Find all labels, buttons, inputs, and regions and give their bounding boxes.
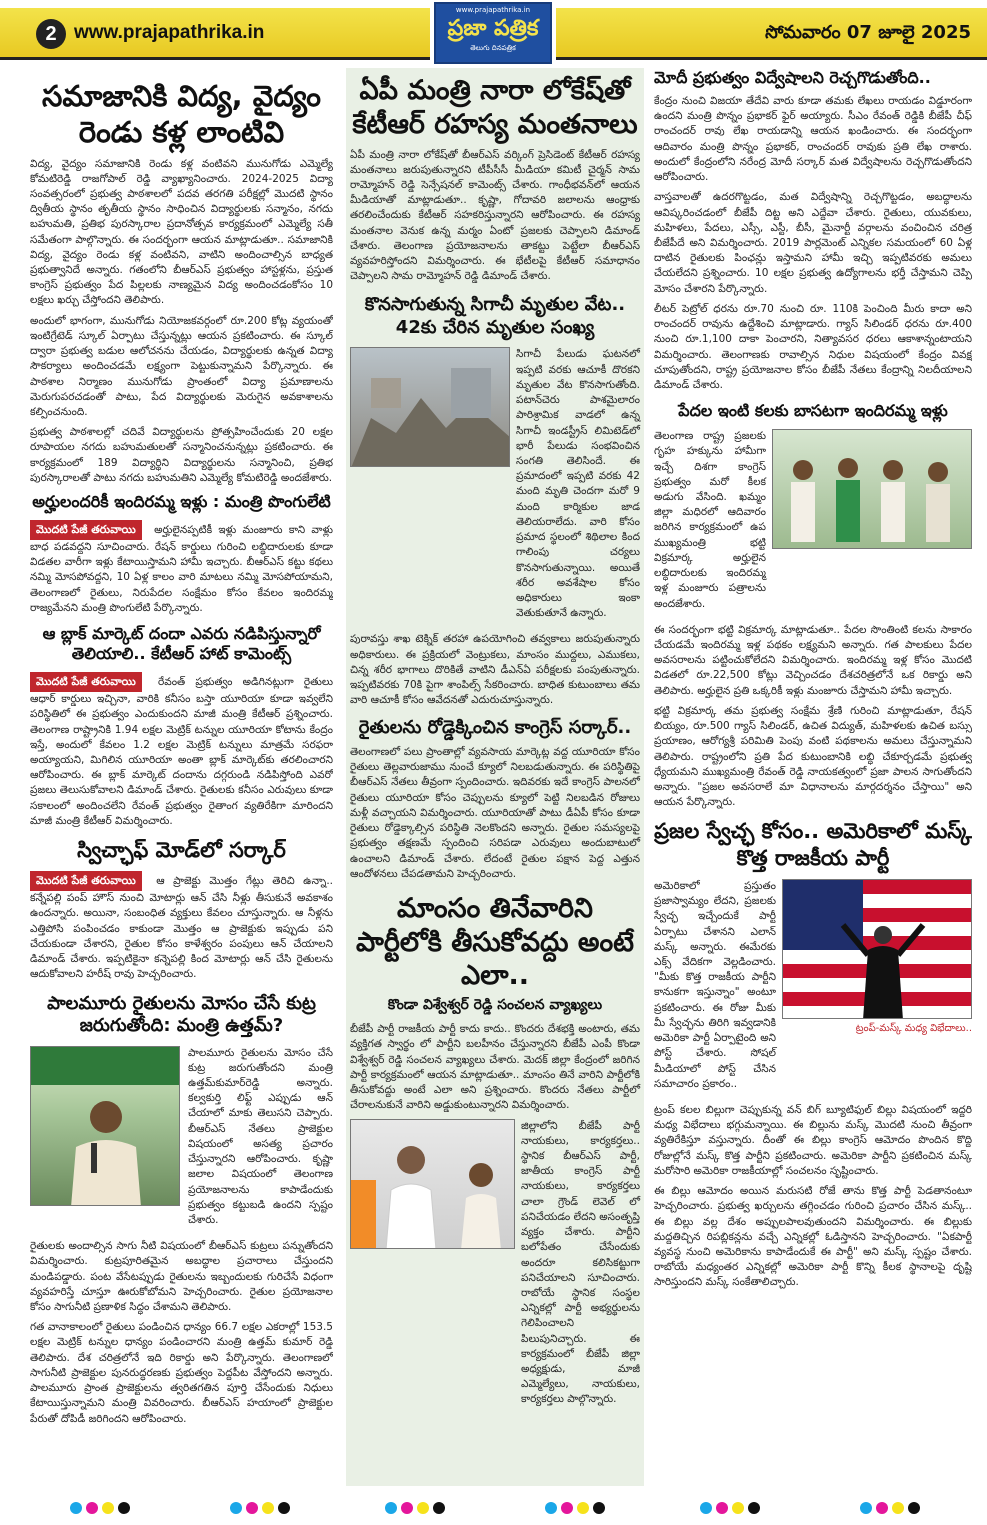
article-body-continued bbox=[654, 623, 972, 811]
color-dots bbox=[385, 1502, 445, 1514]
article-farmers-roads bbox=[350, 717, 640, 882]
article-body bbox=[654, 429, 766, 617]
article-modi-govt bbox=[654, 68, 972, 393]
article-media-row bbox=[350, 1119, 640, 1413]
logo-subtitle: తెలుగు దినపత్రిక bbox=[470, 44, 516, 52]
middle-column bbox=[346, 68, 644, 1486]
article-sigachi bbox=[350, 294, 640, 708]
article-body-continued bbox=[350, 632, 640, 708]
article-body bbox=[654, 879, 776, 1097]
logo-title: ప్రజా పత్రిక bbox=[447, 16, 539, 41]
right-column bbox=[654, 68, 972, 1486]
paragraph: అర్హులైనప్పటికీ ఇళ్లు మంజూరు కాని వాళ్లు బాధ పడవద్దని సూచించారు. రేషన్ కార్డులు గురించి లబ్ధిదారులకు కూడా విడతల వారీగా ఇళ్లు కేటాయిస్తామని హామీ ఇచ్చారు. బీఆర్ఎస్ కట్టు కథలు నమ్మి మోసపోవద్దని, 10 ఏళ్ల కాలం వారి మాటలు నమ్మి మోసపోయామని, తెలంగాణలో రైతులు, నిరుపేదల సంక్షేమం కోసం కేవలం ఇందిరమ్మ రాజ్యమేనని మంత్రి పొంగులేటి పేర్కొన్నారు. bbox=[30, 524, 333, 614]
newspaper-logo bbox=[434, 2, 552, 64]
paragraph: జిల్లాలోని బీజేపీ పార్టీ నాయకులు, కార్యకర్తలు.. స్థానిక బీఆర్ఎస్ పార్టీ, జాతీయ కాంగ్రెస్ పార్టీ నాయకులు, కార్యకర్తలు చాలా గ్రౌండ్ లెవెల్ లో పనిచేయడం లేదని అసంతృప్తి వ్యక్తం చేశారు. పార్టీని బలోపేతం చేసేందుకు అందరూ కలిసికట్టుగా పనిచేయాలని సూచించారు. రాబోయే స్థానిక సంస్థల ఎన్నికల్లో పార్టీ అభ్యర్థులను గెలిపించాలని పిలుపునిచ్చారు. ఈ కార్యక్రమంలో బీజేపీ జిల్లా అధ్యక్షుడు, మాజీ ఎమ్మెల్యేలు, నాయకులు, కార్యకర్తలు పాల్గొన్నారు. bbox=[521, 1119, 640, 1406]
paragraph: వాస్తవాలతో ఉదరగొట్టడం, మత విద్వేషాన్ని రెచ్చగొట్టడం, అబద్ధాలను ఆవిష్కరించడంలో బీజేపీ దిట్ట అని ఎద్దేవా చేశారు. రైతులు, యువకులు, మహిళలు, పేదలు, ఎస్సీ, ఎస్టీ, బీసీ, మైనార్టీ వర్గాలను వంచించిన చరిత్ర బీజేపీదే అని విమర్శించారు. 2019 పార్లమెంట్ ఎన్నికల సమయంలో 60 ఏళ్ల దాటిన రైతులకు పింఛన్లు ఇస్తామని హామీ ఇచ్చి ఇప్పటివరకు అమలు చేయలేదని ప్రశ్నించారు. 10 లక్షల ప్రభుత్వ ఉద్యోగాలను భర్తీ చేస్తామని చెప్పి మోసం చేశారని పేర్కొన్నారు. bbox=[654, 191, 972, 295]
paragraph: ఈ బిల్లు ఆమోదం అయిన మరుసటి రోజే తాను కొత్త పార్టీ పెడతానంటూ హెచ్చరించారు. ప్రభుత్వ ఖర్చులను తగ్గించడం గురించి ప్రచారం చేసిన మస్క్.. ఈ బిల్లు వల్ల దేశం అప్పులపాలవుతుందని విమర్శించారు. ఈ బిల్లుకు మద్దతిచ్చిన రిపబ్లికన్లను వచ్చే ఎన్నికల్లో ఓడిస్తానని హెచ్చరించారు. "ఏకపార్టీ వ్యవస్థ నుంచి అమెరికాను కాపాడేందుకే ఈ పార్టీ" అని మస్క్ స్పష్టం చేశారు. రాబోయే మధ్యంతర ఎన్నికల్లో అమెరికా పార్టీ కొన్ని కీలక స్థానాలపై దృష్టి సారిస్తుందని మస్క్ సంకేతాలిచ్చారు. bbox=[654, 1185, 972, 1289]
article-body bbox=[654, 94, 972, 393]
article-education-health bbox=[30, 78, 333, 486]
article-indiramma-houses bbox=[30, 492, 333, 616]
paragraph: ట్రంప్ కలల బిల్లుగా చెప్పుకున్న వన్ బిగ్ బ్యూటిఫుల్ బిల్లు విషయంలో ఇద్దరి మధ్య విభేదాలు భగ్గుమన్నాయి. ఈ బిల్లును మస్క్ మొదటి నుంచి తీవ్రంగా వ్యతిరేకిస్తూ వస్తున్నారు. దీంతో ఈ బిల్లు కాంగ్రెస్ ఆమోదం పొందిన కొద్ది రోజుల్లోనే మస్క్ కొత్త పార్టీని ప్రకటించారు. అమెరికా పార్టీని ప్రకటించిన మస్క్ మరోసారి అమెరికా రాజకీయాల్లో సంచలనం సృష్టించారు. bbox=[654, 1103, 972, 1177]
logo-url: www.prajapathrika.in bbox=[455, 6, 531, 14]
paragraph: తెలంగాణలో పలు ప్రాంతాల్లో వ్యవసాయ మార్కెట్ల వద్ద యూరియా కోసం రైతులు తెల్లవారుజాము నుంచే క్యూలో నిలబడుతున్నారు. ఈ పరిస్థితిపై బీఆర్ఎస్ నేతలు తీవ్రంగా స్పందించారు. ఇదివరకు ఇదే కాంగ్రెస్ పాలనలో రైతులు యూరియా కోసం చెప్పులను క్యూలో పెట్టి నిలబడిన రోజులు మళ్లీ వచ్చాయని విమర్శించారు. యూరియాతో పాటు డీఏపీ కోసం కూడా రైతులు రోడ్డెక్కాల్సిన పరిస్థితి నెలకొందని అన్నారు. రైతుల సమస్యలపై ప్రభుత్వం తక్షణమే స్పందించి సరిపడా ఎరువులు అందుబాటులో ఉంచాలని డిమాండ్ చేశారు. లేదంటే రైతుల పక్షాన పెద్ద ఎత్తున ఆందోళనలు చేపడతామని హెచ్చరించారు. bbox=[350, 746, 640, 880]
us-flag-icon bbox=[783, 880, 972, 1019]
article-headline: అర్హులందరికీ ఇందిరమ్మ ఇళ్లు : మంత్రి పొంగులేటి bbox=[32, 492, 331, 512]
article-body bbox=[516, 347, 640, 626]
paragraph: రేవంత్ ప్రభుత్వం అడిగినట్లుగా రైతులు ఆధార్ కార్డులు ఇచ్చినా, వారికి కనీసం బస్తా యూరియా కూడా ఇవ్వలేని పరిస్థితిలో ఈ ప్రభుత్వం ఎందుకుందని మాజీ మంత్రి కేటీఆర్ ప్రశ్నించారు. తెలంగాణ రాష్ట్రానికి 1.94 లక్షల మెట్రిక్ టన్నుల యూరియా కోటాను కేంద్రం ఇస్తే, అందులో కేవలం 1.2 లక్షల మెట్రిక్ టన్నులు మాత్రమే సరఫరా అయ్యాయని, మిగిలిన యూరియా అంతా బ్లాక్ మార్కెట్‌కు తరలించారని ఆరోపించారు. ఈ బ్లాక్ మార్కెట్ దందాను దగ్గరుండి నడిపిస్తోంది ఎవరో ప్రజలు తెలుసుకోవాలని డిమాండ్ చేశారు. రైతులకు కనీసం ఎరువులు కూడా సకాలంలో అందించలేని రేవంత్ ప్రభుత్వం రైతాంగ వ్యతిరేకిగా మారిందని మాజీ మంత్రి కేటీఆర్ విమర్శించారు. bbox=[30, 676, 333, 827]
article-black-market bbox=[30, 624, 333, 829]
paragraph: కేంద్రం నుంచి విజయా తేదేవి వారు కూడా తమకు లేఖలు రాయడం విడ్డూరంగా ఉందని మంత్రి పొన్నం ప్రభాకర్ ఫైర్ అయ్యారు. సీఎం రేవంత్ రెడ్డికి బీజేపీ చీఫ్ రాంచందర్ రావు లేఖ రాయడాన్ని ఆయన ఖండించారు. ఈ సందర్భంగా ఆదివారం మంత్రి పొన్నం ప్రభాకర్, రాంచందర్ రావుకు ప్రతి లేఖ రాశారు. అందులో కేంద్రంలోని నరేంద్ర మోదీ సర్కార్ మత విద్వేషాలను రెచ్చగొడుతోందని ఆరోపించారు. bbox=[654, 95, 972, 184]
color-dots bbox=[860, 1502, 920, 1514]
paragraph: భట్టి విక్రమార్క తమ ప్రభుత్వ సంక్షేమ శ్రేణి గురించి మాట్లాడుతూ, రేషన్ బియ్యం, రూ.500 గ్యాస్ సిలిండర్, ఉచిత విద్యుత్, మహిళలకు ఉచిత బస్సు ప్రయాణం, ఆరోగ్యశ్రీ పరిమితి పెంపు వంటి పథకాలను అమలు చేస్తున్నామని తెలిపారు. రాష్ట్రంలోని ప్రతి పేద కుటుంబానికి లబ్ధి చేకూర్చడమే ప్రభుత్వ ధ్యేయమని ముఖ్యమంత్రి రేవంత్ రెడ్డి నాయకత్వంలో ప్రజా పాలన సాగుతోందని అన్నారు. "ప్రజల అవసరాలే మా విధానాలను మార్గదర్శనం చేస్తాయి" అని ఆయన పేర్కొన్నారు. bbox=[654, 704, 972, 809]
color-dots bbox=[70, 1502, 130, 1514]
continued-tag: మొదటి పేజీ తరువాయి bbox=[30, 871, 142, 891]
color-dots bbox=[545, 1502, 605, 1514]
paragraph: ఆ ప్రాజెక్టు మొత్తం గేట్లు తెరిచి ఉన్నా.. కన్నేపల్లి పంప్ హౌస్ నుంచి మోటార్లు ఆన్ చేసి నీళ్లు తీసుకునే అవకాశం ఉందన్నారు. అయినా, సంబంధిత వ్యక్తులు కేవలం చూస్తున్నారు. ఆ నీళ్లను ఎత్తిపోసి పంపించడం కాకుండా మొత్తం ఆ ప్రాజెక్టుకు ఇప్పుడు పని చేయకుండా చేశారని, రైతుల కోసం కాళేశ్వరం పంపులు ఆన్ చేయాలని డిమాండ్ చేశారు. ఇప్పటికైనా కన్నెపల్లి కింద మోటార్లు ఆన్ చేసి రైతులను ఆదుకోవాలని హరీష్ రావు హెచ్చరించారు. bbox=[30, 875, 333, 981]
speaker-silhouette-icon bbox=[31, 1047, 180, 1206]
article-headline: మోదీ ప్రభుత్వం విద్వేషాలని రెచ్చగొడుతోంది.. bbox=[654, 68, 931, 87]
article-lokesh-ktr bbox=[350, 74, 640, 284]
minister-photo bbox=[30, 1046, 180, 1206]
website-link[interactable]: www.prajapathrika.in bbox=[74, 22, 265, 43]
article-media-row bbox=[654, 429, 972, 617]
article-body-continued bbox=[30, 1239, 333, 1427]
article-body bbox=[30, 672, 333, 829]
issue-date: సోమవారం 07 జూలై 2025 bbox=[765, 22, 971, 43]
article-body bbox=[521, 1119, 640, 1413]
musk-stage-photo bbox=[782, 879, 972, 1019]
paragraph: బీజేపీ పార్టీ రాజకీయ పార్టీ కాదు కాదు.. కొందరు దేశభక్తి అంటారు, తమ వ్యక్తిగత స్వార్థం లో పార్టీని బలహీనం చేస్తున్నారని బీజేపీ ఎంపీ కొండా విశ్వేశ్వర్ రెడ్డి సంచలన వ్యాఖ్యలు చేశారు. మెదక్ జిల్లా కేంద్రంలో జరిగిన పార్టీ కార్యక్రమంలో ఆయన మాట్లాడుతూ.. మాంసం తినే వారిని పార్టీలోకి తీసుకోవద్దు అంటే ఎలా అని ప్రశ్నించారు. కొందరు నేతలు పార్టీలో చేరాలనుకునే వారిని అడ్డుకుంటున్నారని విమర్శించారు. bbox=[350, 1023, 640, 1112]
paragraph: ఏపీ మంత్రి నారా లోకేష్‌తో బీఆర్ఎస్ వర్కింగ్ ప్రెసిడెంట్ కేటీఆర్ రహస్య మంతనాలు జరుపుతున్నారని టీపీసీసీ మీడియా కమిటీ చైర్మన్ సామ రామ్మోహన్ రెడ్డి సెన్సేషనల్ కామెంట్స్ చేశారు. గాంధీభవన్‌లో ఆయన మీడియాతో మాట్లాడుతూ.. కృష్ణా, గోదావరి జలాలను ఆంధ్రాకు తరలించేందుకు కేటీఆర్ సహకరిస్తున్నారని ఆరోపించారు. ఈ రహస్య మంతనాల వెనుక ఉన్న మర్మం ఏంటో ప్రజలకు చెప్పాలని డిమాండ్ చేశారు. తెలంగాణ ప్రయోజనాలను తాకట్టు పెట్టేలా బీఆర్ఎస్ వ్యవహరిస్తోందని విమర్శించారు. ఈ భేటీలపై కేటీఆర్ సమాధానం చెప్పాలని సామ రామ్మోహన్ రెడ్డి డిమాండ్ చేశారు. bbox=[350, 148, 640, 283]
left-column bbox=[30, 68, 333, 1486]
article-headline: ఆ బ్లాక్ మార్కెట్ దందా ఎవరు నడిపిస్తున్నారో తెలియాలి.. కేటీఆర్ హాట్ కామెంట్స్ bbox=[42, 624, 321, 664]
article-konda-remarks bbox=[350, 892, 640, 1413]
article-headline: స్విచ్ఛాఫ్ మోడ్‌లో సర్కార్ bbox=[77, 838, 286, 863]
page-header bbox=[0, 0, 987, 68]
article-body bbox=[30, 157, 333, 487]
speaker-at-podium-icon bbox=[351, 1120, 515, 1249]
article-body bbox=[350, 148, 640, 285]
group-people-icon bbox=[773, 430, 972, 549]
article-body bbox=[188, 1046, 333, 1234]
paragraph: అమెరికాలో ప్రస్తుతం ప్రజాస్వామ్యం లేదని, ప్రజలకు స్వేచ్ఛ ఇచ్చేందుకే పార్టీ ఏర్పాటు చేశానని ఎలాన్ మస్క్ అన్నారు. ఈమేరకు ఎక్స్ వేదికగా వెల్లడించారు. "మీకు కొత్త రాజకీయ పార్టీని కానుకగా ఇస్తున్నాం" అంటూ ప్రకటించారు. ఈ రోజు మీకు మీ స్వేచ్ఛను తిరిగి ఇవ్వడానికి అమెరికా పార్టీ ఏర్పాటైంది అని పోస్ట్ చేశారు. సోషల్ మీడియాలో పోస్ట్ చేసిన సమాచారం ప్రకారం.. bbox=[654, 879, 776, 1090]
paragraph: పాలమూరు రైతులను మోసం చేసే కుట్ర జరుగుతోందని మంత్రి ఉత్తమ్‌కుమార్‌రెడ్డి అన్నారు. కల్వకుర్తి లిఫ్ట్ ఎప్పుడు ఆన్ చేయాలో మాకు తెలుసని చెప్పారు. బీఆర్ఎస్ నేతలు ప్రాజెక్టుల విషయంలో అసత్య ప్రచారం చేస్తున్నారని ఆరోపించారు. కృష్ణా జలాల విషయంలో తెలంగాణ ప్రయోజనాలను కాపాడేందుకు ప్రభుత్వం కట్టుబడి ఉందని స్పష్టం చేశారు. bbox=[188, 1046, 333, 1226]
mp-photo bbox=[350, 1119, 515, 1249]
paragraph: సిగాచీ పేలుడు ఘటనలో ఇప్పటి వరకు ఆచూకీ దొరకని మృతుల వేట కొనసాగుతోంది. పటాన్‌చెరు పాశమైలారం పారిశ్రామిక వాడలో ఉన్న సిగాచీ ఇండస్ట్రీస్ లిమిటెడ్‌లో భారీ పేలుడు సంభవించిన సంగతి తెలిసిందే. ఈ ప్రమాదంలో ఇప్పటి వరకు 42 మంది మృతి చెందగా మరో 9 మంది కార్మికుల జాడ తెలియరాలేదు. వారి కోసం ప్రమాద స్థలంలో శిథిలాల కింద గాలింపు చర్యలు కొనసాగుతున్నాయి. అయితే శరీర అవశేషాల కోసం అధికారులు ఇంకా వెతుకుతూనే ఉన్నారు. bbox=[516, 348, 640, 620]
article-switch-off-mode bbox=[30, 837, 333, 983]
article-headline: కొనసాగుతున్న సిగాచీ మృతుల వేట.. 42కు చేరిన మృతుల సంఖ్య bbox=[364, 294, 626, 338]
article-media-row bbox=[350, 347, 640, 626]
paragraph: అందులో భాగంగా, మునుగోడు నియోజకవర్గంలో రూ.200 కోట్ల వ్యయంతో ఇంటిగ్రేటెడ్ స్కూల్ ఏర్పాటు చేస్తున్నట్లు ఆయన ప్రకటించారు. ఈ స్కూల్ ద్వారా ప్రభుత్వ బడుల ఆలోచనను చేయడం, విద్యార్థులకు ఉన్నత విద్యా సౌకర్యాలు అందించడమే లక్ష్యంగా పెట్టుకున్నామని పేర్కొన్నారు. ఈ పాఠశాల నిర్మాణం మునుగోడు ప్రాంతంలో విద్యా ప్రమాణాలను మెరుగుపరచడంతో పాటు, పేద విద్యార్థులకు మెరుగైన అవకాశాలను కల్పించనుంది. bbox=[30, 314, 333, 418]
paragraph: తెలంగాణ రాష్ట్ర ప్రజలకు గృహ హక్కును హామీగా ఇచ్చే దిశగా కాంగ్రెస్ ప్రభుత్వం మరో కీలక అడుగు వేసింది. ఖమ్మం జిల్లా మధిరలో ఆదివారం జరిగిన కార్యక్రమంలో ఉప ముఖ్యమంత్రి భట్టి విక్రమార్క అర్హులైన లబ్ధిదారులకు ఇందిరమ్మ ఇళ్ల మంజూరు పత్రాలను అందజేశారు. bbox=[654, 430, 766, 610]
blast-site-photo bbox=[350, 347, 510, 467]
article-indiramma-dream bbox=[654, 401, 972, 810]
print-registration-marks bbox=[0, 1490, 987, 1525]
paragraph: గత వానాకాలంలో రైతులు పండించిన ధాన్యం 66.7 లక్షల ఎకరాల్లో 153.5 లక్షల మెట్రిక్ టన్నుల ధాన్యం పండించారని మంత్రి ఉత్తమ్ కుమార్ రెడ్డి తెలిపారు. దేశ చరిత్రలోనే ఇది రికార్డు అని పేర్కొన్నారు. తెలంగాణలో సాగునీటి ప్రాజెక్టుల పునరుద్ధరణకు ప్రభుత్వం పెద్దపీట వేస్తోందని అన్నారు. పాలమూరు ప్రాంత ప్రాజెక్టులను త్వరితగతిన పూర్తి చేసేందుకు నిధులు కేటాయిస్తున్నామని మంత్రి వివరించారు. బీఆర్ఎస్ హయాంలో ప్రాజెక్టుల పేరుతో దోపిడీ జరిగిందని ఆరోపించారు. bbox=[30, 1321, 333, 1425]
article-body bbox=[30, 520, 333, 616]
paragraph: పురావస్తు శాఖ టెక్నిక్ తరహా ఉపయోగించి తవ్వకాలు జరుపుతున్నారు అధికారులు. ఈ ప్రక్రియలో వెంట్రుకలు, మాంసం ముద్దలు, ఎముకలు, చిన్న శరీర భాగాలు దొరికితే వాటిని డీఎన్ఏ పరీక్షలకు పంపుతున్నారు. ఇప్పటివరకు 70కి పైగా శాంపిల్స్ సేకరించారు. బాధిత కుటుంబాలు తమ వారి ఆచూకీ కోసం ఆవేదనతో ఎదురుచూస్తున్నారు. bbox=[350, 633, 640, 707]
article-headline: ప్రజల స్వేచ్ఛ కోసం.. అమెరికాలో మస్క్ కొత్త రాజకీయ పార్టీ bbox=[654, 819, 972, 870]
article-body bbox=[30, 871, 333, 982]
paragraph: లీటర్ పెట్రోల్ ధరను రూ.70 నుంచి రూ. 110కి పెంచింది మీరు కాదా అని రాంచందర్ రావును ఉద్దేశించి మాట్లాడారు. గ్యాస్ సిలిండర్ ధరను రూ.400 నుంచి రూ.1,100 దాకా పెంచారని, నిత్యావసర ధరలు ఆకాశాన్నంటాయని విమర్శించారు. తెలంగాణకు రావాల్సిన నిధుల విషయంలో కేంద్రం వివక్ష చూపుతోందని, రాష్ట్ర ప్రయోజనాల కోసం బీజేపీ నేతలు కేంద్రాన్ని నిలదీయాలని డిమాండ్ చేశారు. bbox=[654, 302, 972, 391]
handover-photo bbox=[772, 429, 972, 549]
article-body-continued bbox=[654, 1103, 972, 1291]
article-headline: రైతులను రోడ్డెక్కించిన కాంగ్రెస్ సర్కార్.. bbox=[358, 716, 632, 738]
article-headline: మాంసం తినేవారిని పార్టీలోకి తీసుకోవద్దు అంటే ఎలా.. bbox=[356, 892, 634, 992]
paragraph: విద్య, వైద్యం సమాజానికి రెండు కళ్ల వంటివని మునుగోడు ఎమ్మెల్యే కోమటిరెడ్డి రాజగోపాల్ రెడ్డి వ్యాఖ్యానించారు. 2024-2025 విద్యా సంవత్సరంలో ప్రభుత్వ పాఠశాలలో పదవ తరగతి పరీక్షల్లో మొదటి స్థానం ద్వితీయ స్థానం తృతీయ స్థానం సాధించిన విద్యార్థులకు సన్మానం, నగదు బహుమతి, ప్రతిభ పురస్కారాల ప్రదానోత్సవ కార్యక్రమంలో ఎమ్మెల్యే సతీ సమేతంగా పాల్గొన్నారు. ఈ సందర్భంగా ఆయన మాట్లాడుతూ.. సమాజానికి విద్య, వైద్యం రెండు కళ్ల వంటివని, వాటిని అందించాల్సిన బాధ్యత ప్రభుత్వానిదే అన్నారు. గతంలోని బీఆర్ఎస్ ప్రభుత్వం హాస్టళ్లను, ప్రస్తుత కాంగ్రెస్ ప్రభుత్వం పేద పిల్లలకు నాణ్యమైన విద్య అందించడంకోసం 10 లక్షలు ఖర్చు చేస్తోందని తెలిపారు. bbox=[30, 157, 333, 307]
paragraph: ప్రభుత్వ పాఠశాలల్లో చదివే విద్యార్థులను ప్రోత్సహించేందుకు 20 లక్షల రూపాయల నగదు బహుమతులతో సన్మానించనున్నట్లు ప్రకటించారు. ఈ కార్యక్రమంలో 189 విద్యార్థిని విద్యార్థులను సన్మానించి, ప్రతిభ పురస్కారాలతో పాటు నగదు బహుమతిని ఎమ్మెల్యే కోమటిరెడ్డి అందజేశారు. bbox=[30, 426, 333, 484]
continued-tag: మొదటి పేజీ తరువాయి bbox=[30, 520, 142, 540]
article-headline: పేదల ఇంటి కలకు బాసటగా ఇందిరమ్మ ఇళ్లు bbox=[678, 401, 948, 421]
page-number: 2 bbox=[36, 19, 66, 49]
article-palamuru-farmers bbox=[30, 993, 333, 1427]
article-media-row bbox=[654, 879, 972, 1097]
color-dots bbox=[230, 1502, 290, 1514]
paragraph: ఈ సందర్భంగా భట్టి విక్రమార్క మాట్లాడుతూ.. పేదల సొంతింటి కలను సాకారం చేయడమే ఇందిరమ్మ ఇళ్ల పథకం లక్ష్యమని అన్నారు. గత పాలకులు పేదల అవసరాలను పట్టించుకోలేదని విమర్శించారు. ఇందిరమ్మ ఇళ్ల కోసం మొదటి విడతలో రూ.22,500 కోట్లు వెచ్చించడం దేశచరిత్రలోనే ఒక రికార్డు అని తెలిపారు. అర్హులైన ప్రతి ఒక్కరికీ ఇళ్లు మంజూరు చేస్తామని హామీ ఇచ్చారు. bbox=[654, 623, 972, 697]
article-musk-party bbox=[654, 818, 972, 1290]
article-headline: సమాజానికి విద్య, వైద్యం రెండు కళ్ల లాంటివి bbox=[42, 79, 321, 150]
continued-tag: మొదటి పేజీ తరువాయి bbox=[30, 672, 142, 692]
paragraph: రైతులకు అందాల్సిన సాగు నీటి విషయంలో బీఆర్ఎస్ కుట్రలు పన్నుతోందని విమర్శించారు. కుట్రపూరితమైన అబద్ధాల ప్రచారాలు చేస్తుందని మండిపడ్డారు. పంట వేసేటప్పుడు రైతులను ఇబ్బందులకు గురిచేసే విధంగా వ్యవహరిస్తే చూస్తూ ఊరుకోబోమని హెచ్చరించారు. రైతుల ప్రయోజనాల కోసం సాగునీటి ప్రణాళిక సిద్ధం చేశామని తెలిపారు. bbox=[30, 1240, 333, 1314]
rubble-icon bbox=[351, 348, 510, 467]
article-headline: పాలమూరు రైతులను మోసం చేసే కుట్ర జరుగుతోంది: మంత్రి ఉత్తమ్? bbox=[47, 992, 316, 1037]
photo-caption: ట్రంప్-మస్క్ మధ్య విభేదాలు.. bbox=[855, 1022, 972, 1034]
article-body bbox=[350, 745, 640, 882]
photo-block bbox=[782, 879, 972, 1097]
article-headline: ఏపీ మంత్రి నారా లోకేష్‌తో కేటీఆర్ రహస్య మంతనాలు bbox=[352, 75, 638, 140]
article-subheadline: కొండా విశ్వేశ్వర్ రెడ్డి సంచలన వ్యాఖ్యలు bbox=[387, 997, 603, 1014]
article-body bbox=[350, 1022, 640, 1113]
article-media-row bbox=[30, 1046, 333, 1234]
color-dots bbox=[700, 1502, 760, 1514]
